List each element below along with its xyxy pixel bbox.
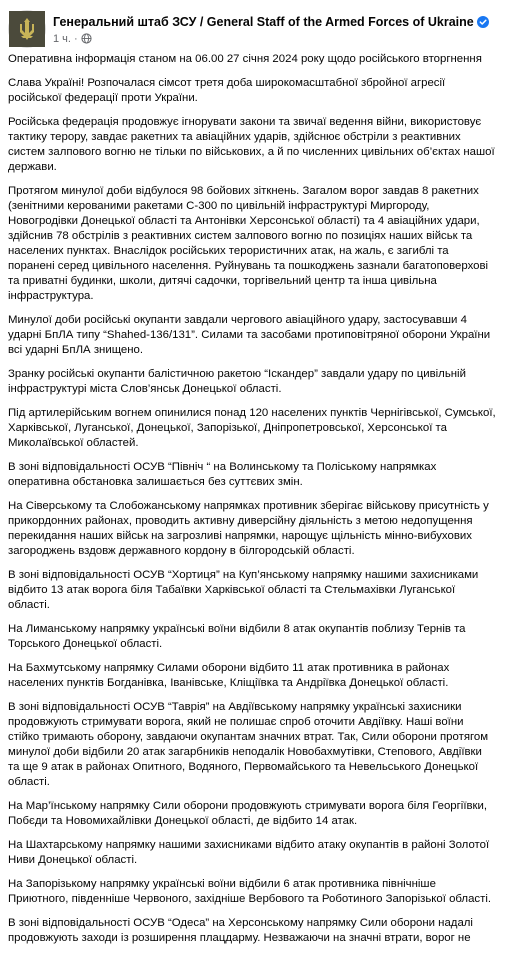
post-paragraph: Оперативна інформація станом на 06.00 27 січня 2024 року щодо російського вторгнення [8, 53, 482, 65]
post-paragraph: Російська федерація продовжує ігнорувати закони та звичаї ведення війни, використовує тактику терору, завдає ракетних та авіаційних ударів, здійснює обстріли з реактивних систем залпового вогню не тільки по військових, а й по численних цивільних об’єктах нашої держави. [8, 116, 495, 173]
post-paragraph: В зоні відповідальності ОСУВ “Одеса” на Херсонському напрямку Сили оборони надалі продовжують заходи із розширення плацдарму. Незважаючи на значні втрати, ворог не [8, 917, 473, 944]
post-paragraph: В зоні відповідальності ОСУВ “Північ “ на Волинському та Поліському напрямках оперативна обстановка залишається без суттєвих змін. [8, 461, 437, 488]
post-paragraph: Під артилерійським вогнем опинилися понад 120 населених пунктів Чернігівської, Сумської, Харківської, Луганської, Донецької, Запорізької, Дніпропетровської, Херсонської та Миколаївської областей. [8, 407, 496, 449]
author-name[interactable] [53, 15, 489, 29]
post-paragraph: Протягом минулої доби відбулося 98 бойових зіткнень. Загалом ворог завдав 8 ракетних (зенітними керованими ракетами С-300 по цивільній інфраструктурі Миргороду, Новогродівки Донецької області та Антонівки Херсонської області) та 4 авіаційних удари, здійснив 78 обстрілів з реактивних систем залпового вогню по позиціях наших військ та населених пунктах. Внаслідок російських терористичних атак, на жаль, є загиблі та поранені серед цивільного населення. Руйнувань та пошкоджень зазнали багатоповерхові та приватні будинки, школи, дитячі садочки, торгівельний центр та інша цивільна інфраструктура. [8, 185, 489, 302]
author-name-text[interactable]: Генеральний штаб ЗСУ / General Staff of the Armed Forces of Ukraine [53, 15, 474, 29]
post-paragraph: Слава Україні! Розпочалася сімсот третя доба широкомасштабної збройної агресії російської федерації проти України. [8, 77, 446, 104]
post-paragraph: На Запорізькому напрямку українські воїни відбили 6 атак противника північніше Приютного, південніше Червоного, західніше Вербового та Роботиного Запорізької області. [8, 878, 492, 905]
post-timestamp[interactable]: 1 ч. [53, 33, 71, 45]
post-paragraph: На Лиманському напрямку українські воїни відбили 8 атак окупантів поблизу Тернів та Торського Донецької області. [8, 623, 466, 650]
post-meta [53, 33, 92, 46]
verified-badge-icon [477, 16, 489, 28]
post-paragraph: В зоні відповідальності ОСУВ “Хортиця” на Куп’янському напрямку нашими захисниками відбито 13 атак ворога біля Табаївки Харківської області та Стельмахівки Луганської області. [8, 569, 479, 611]
globe-icon[interactable] [81, 33, 92, 44]
post-paragraph: На Мар’їнському напрямку Сили оборони продовжують стримувати ворога біля Георгіївки, Побєди та Новомихайлівки Донецької області, де відбито 14 атак. [8, 800, 488, 827]
post-header [8, 6, 497, 46]
post-paragraph: На Сіверському та Слобожанському напрямках противник зберігає військову присутність у прикордонних районах, проводить активну диверсійну діяльність з метою недопущення перекидання наших військ на загрозливі напрямки, нарощує щільність мінно-вибухових загороджень вздовж державного кордону в білгородській області. [8, 500, 489, 557]
post-body [8, 52, 496, 955]
page-avatar[interactable] [8, 10, 46, 48]
post-paragraph: На Шахтарському напрямку нашими захисниками відбито атаку окупантів в районі Золотої Ниви Донецької області. [8, 839, 490, 866]
post-paragraph: В зоні відповідальності ОСУВ “Таврія” на Авдіївському напрямку українські захисники продовжують стримувати ворога, який не полишає спроб оточити Авдіївку. Наші воїни стійко тримають оборону, завдаючи окупантам значних втрат. Так, Сили оборони протягом минулої доби відбили 20 атак загарбників неподалік Новобахмутівки, Степового, Авдіївки та ще 9 атак в районах Опитного, Водяного, Первомайського та Невельського Донецької області. [8, 701, 489, 788]
post-paragraph: Минулої доби російські окупанти завдали чергового авіаційного удару, застосувавши 4 ударні БпЛА типу “Shahed-136/131”. Силами та засобами протиповітряної оборони України всі ударні БпЛА знищено. [8, 314, 491, 356]
meta-separator: · [73, 33, 78, 45]
post-paragraph: Зранку російські окупанти балістичною ракетою “Іскандер” завдали удару по цивільній інфраструктурі міста Слов’янськ Донецької області. [8, 368, 466, 395]
post-paragraph: На Бахмутському напрямку Силами оборони відбито 11 атак противника в районах населених пунктів Богданівка, Іванівське, Кліщіївка та Андріївка Донецької області. [8, 662, 450, 689]
emblem-icon [9, 11, 45, 47]
